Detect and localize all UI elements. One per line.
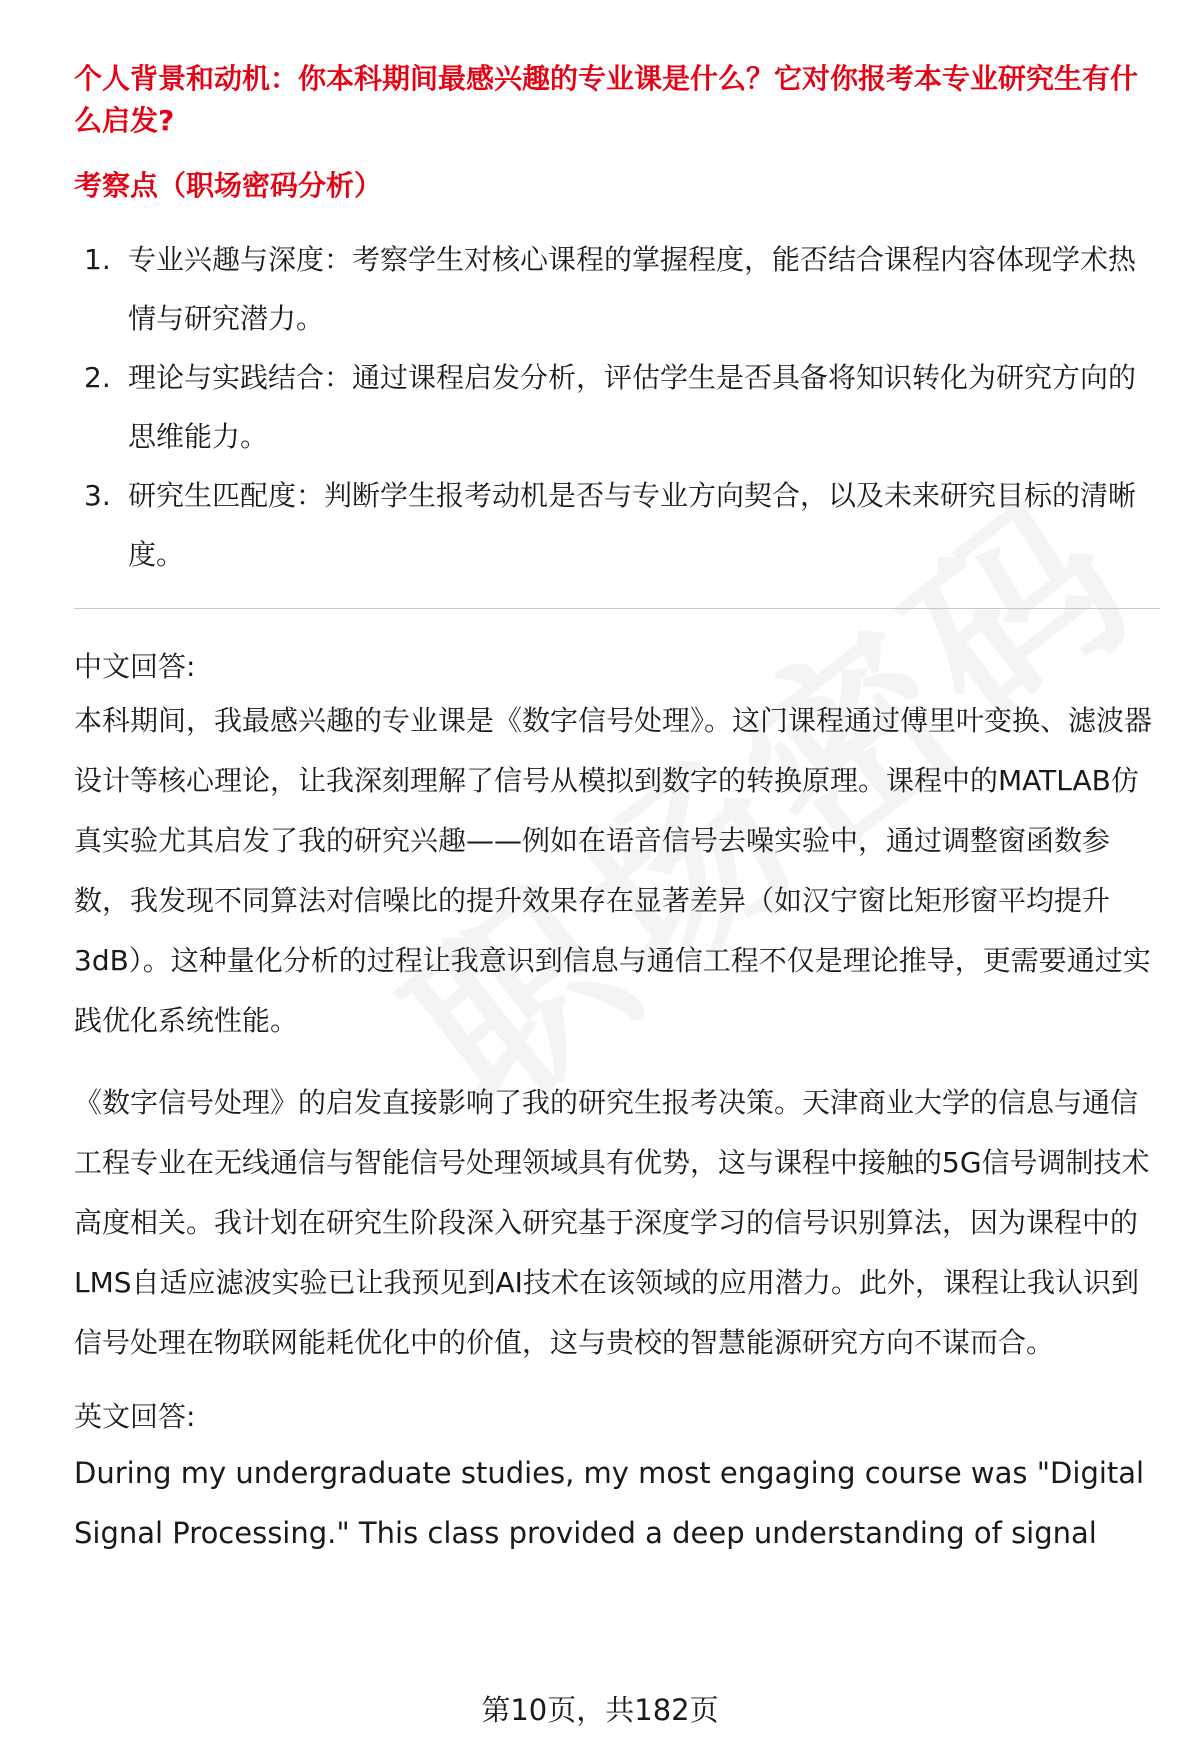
assessment-list: [74, 230, 1160, 584]
english-answer-paragraph: During my undergraduate studies, my most engaging course was "Digital Signal Processing." This class provided a deep understanding of signal: [74, 1456, 1145, 1550]
chinese-answer-label: 中文回答:: [74, 650, 196, 683]
page-footer: 第10页，共182页: [481, 1693, 719, 1727]
question-heading: 个人背景和动机：你本科期间最感兴趣的专业课是什么？它对你报考本专业研究生有什么启发?: [74, 62, 1139, 137]
divider: [74, 608, 1160, 609]
chinese-answer-paragraph: 《数字信号处理》的启发直接影响了我的研究生报考决策。天津商业大学的信息与通信工程专业在无线通信与智能信号处理领域具有优势，这与课程中接触的5G信号调制技术高度相关。我计划在研究生阶段深入研究基于深度学习的信号识别算法，因为课程中的LMS自适应滤波实验已让我预见到AI技术在该领域的应用潜力。此外，课程让我认识到信号处理在物联网能耗优化中的价值，这与贵校的智慧能源研究方向不谋而合。: [74, 1086, 1150, 1359]
assessment-item: [74, 230, 1160, 348]
assessment-item: [74, 348, 1160, 466]
assessment-item: [74, 466, 1160, 584]
chinese-answer-paragraph: 本科期间，我最感兴趣的专业课是《数字信号处理》。这门课程通过傅里叶变换、滤波器设计等核心理论，让我深刻理解了信号从模拟到数字的转换原理。课程中的MATLAB仿真实验尤其启发了我的研究兴趣——例如在语音信号去噪实验中，通过调整窗函数参数，我发现不同算法对信噪比的提升效果存在显著差异（如汉宁窗比矩形窗平均提升3dB）。这种量化分析的过程让我意识到信息与通信工程不仅是理论推导，更需要通过实践优化系统性能。: [74, 704, 1153, 1037]
item-number: 2.: [84, 361, 111, 394]
item-text: 理论与实践结合：通过课程启发分析，评估学生是否具备将知识转化为研究方向的思维能力。: [128, 361, 1137, 453]
english-answer-label: 英文回答:: [74, 1400, 196, 1433]
item-number: 3.: [84, 479, 111, 512]
document-page: [74, 58, 1160, 1563]
item-text: 研究生匹配度：判断学生报考动机是否与专业方向契合，以及未来研究目标的清晰度。: [128, 479, 1137, 571]
item-text: 专业兴趣与深度：考察学生对核心课程的掌握程度，能否结合课程内容体现学术热情与研究潜力。: [128, 243, 1137, 335]
assessment-title: 考察点（职场密码分析）: [74, 169, 383, 202]
item-number: 1.: [84, 243, 111, 276]
